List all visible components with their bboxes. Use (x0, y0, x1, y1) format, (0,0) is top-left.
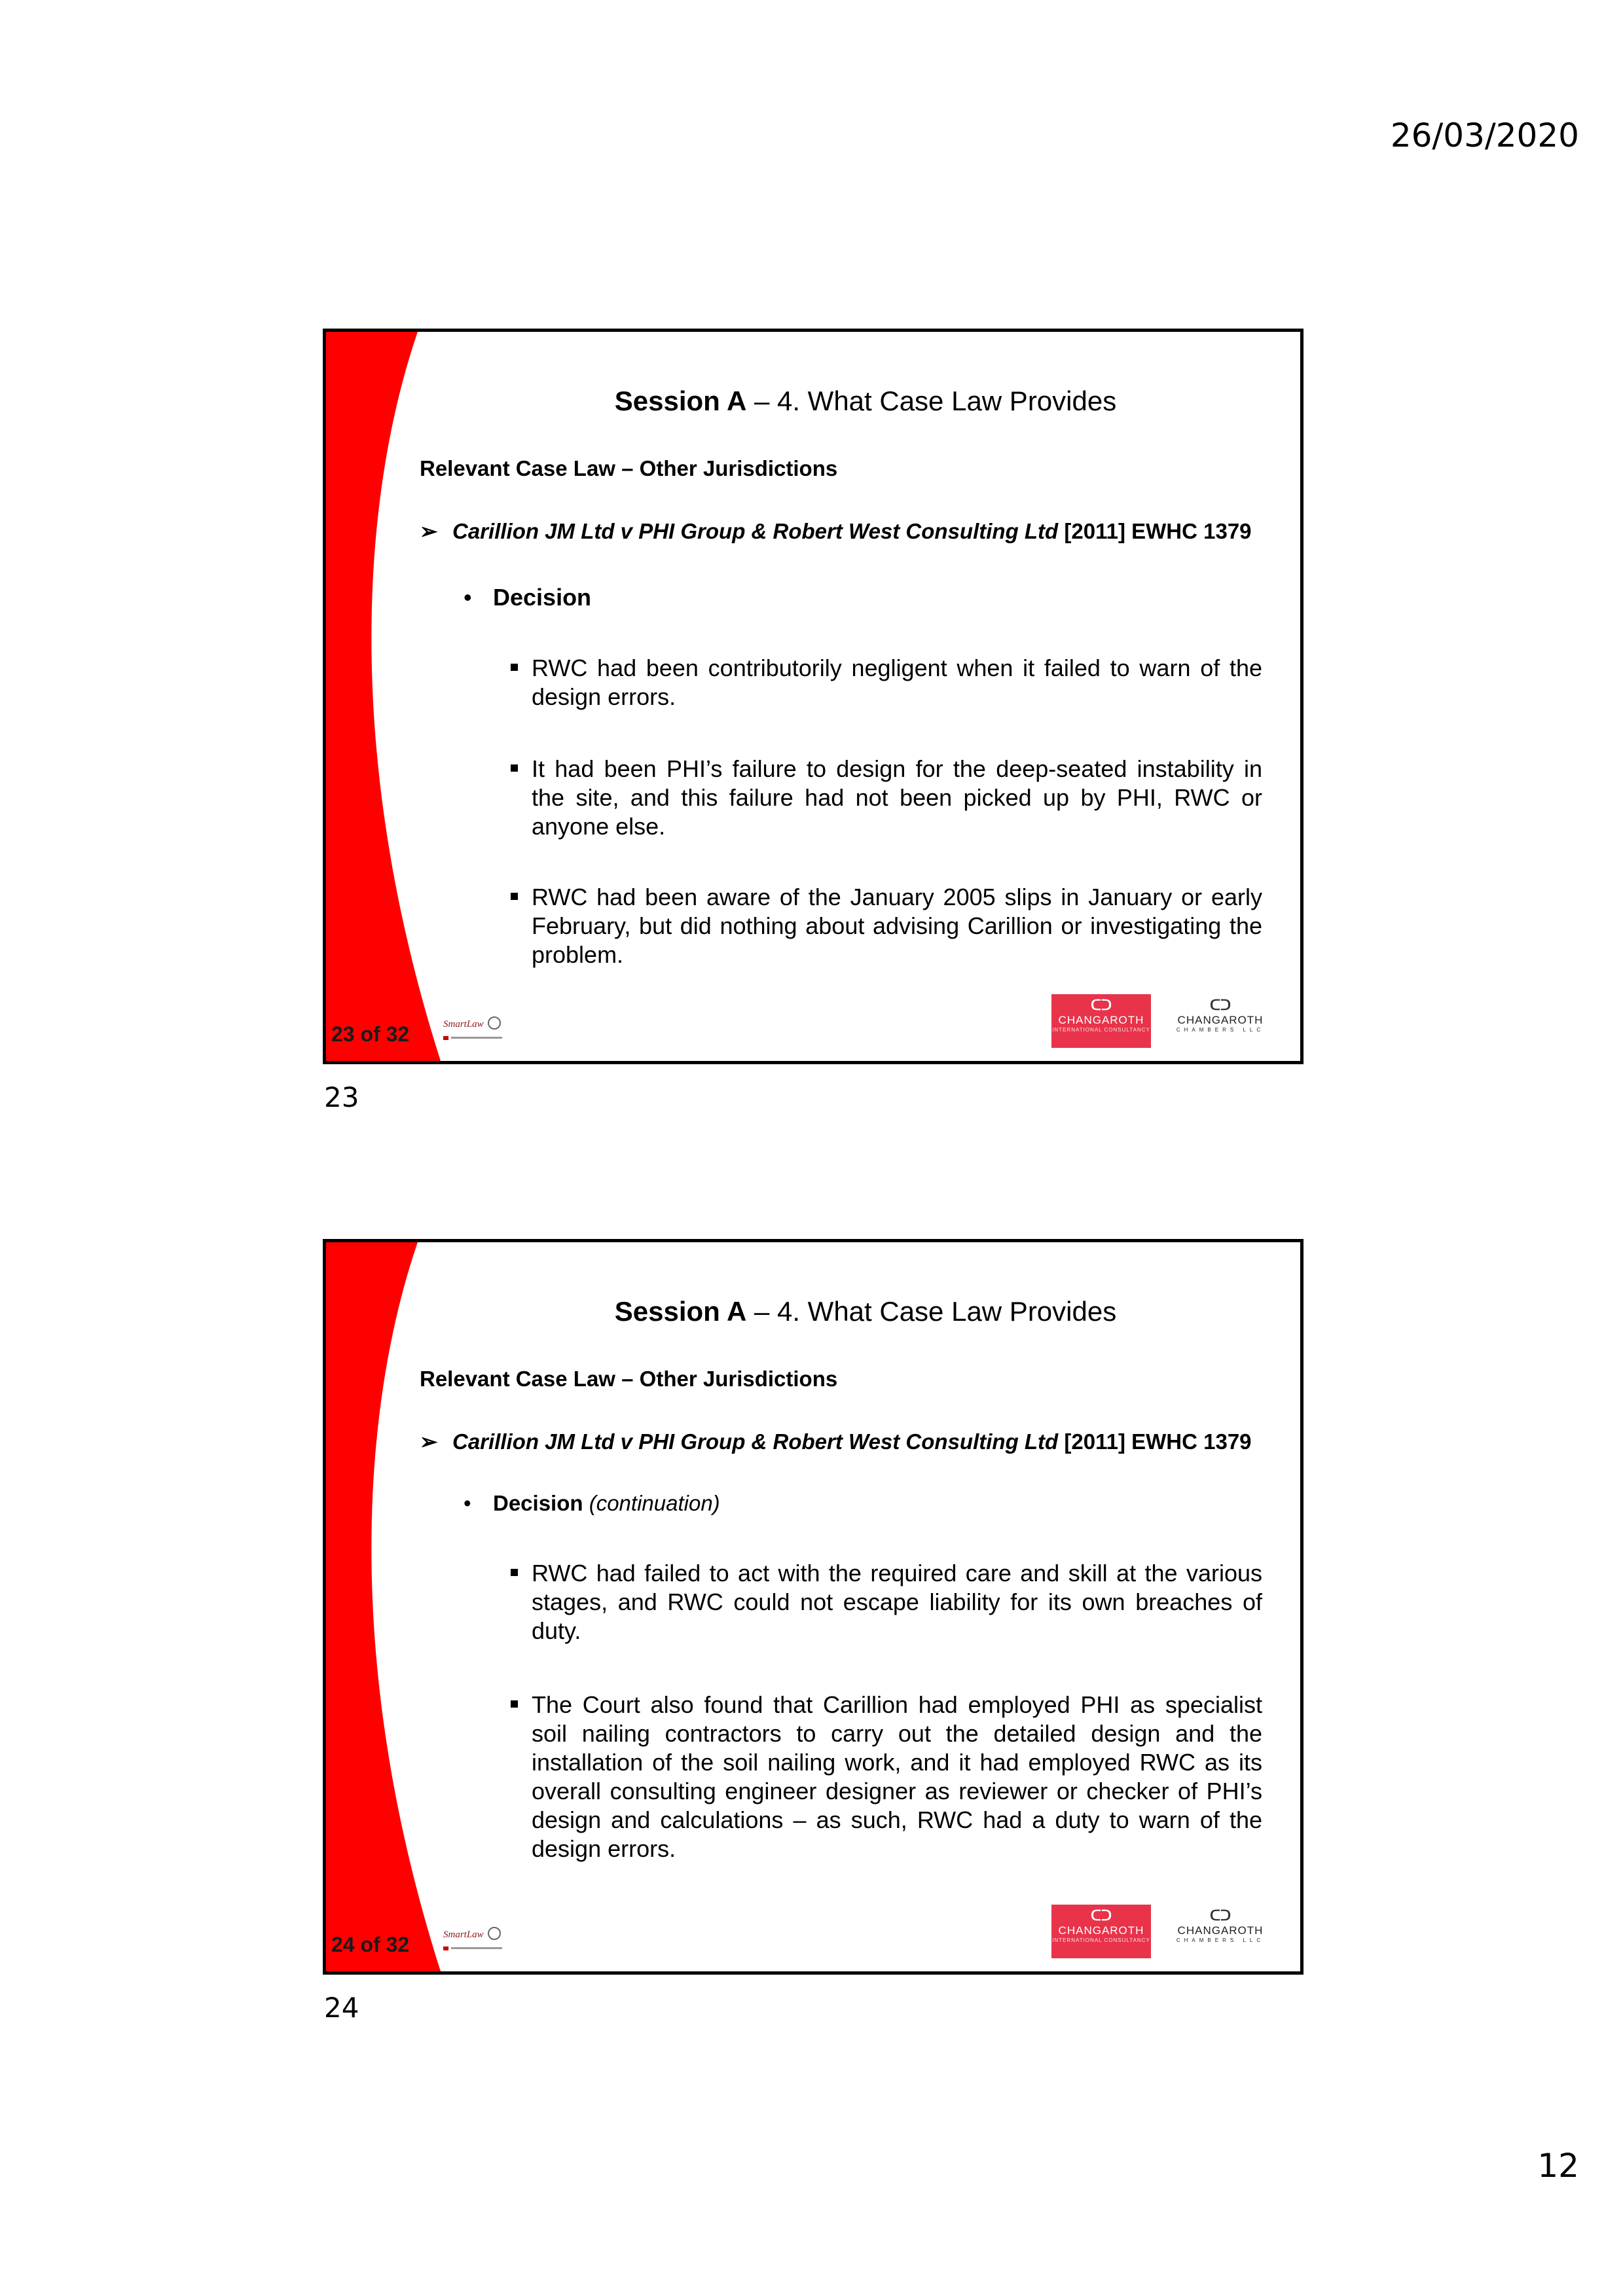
cc-mark-icon: ᑕᑐ (1209, 997, 1231, 1013)
decision-heading (464, 584, 591, 611)
arrow-bullet-icon: ➢ (420, 519, 438, 543)
square-bullet-icon (511, 893, 518, 900)
square-bullet-icon (511, 764, 518, 772)
list-item (509, 654, 1262, 711)
square-bullet-icon (511, 1569, 518, 1576)
logo-name: CHANGAROTH (1058, 1014, 1144, 1026)
square-bullet-icon (511, 664, 518, 671)
square-bullet-icon (511, 1700, 518, 1708)
logo-subtitle: CHAMBERS LLC (1176, 1937, 1265, 1943)
slide-title (431, 1296, 1300, 1327)
decision-heading (464, 1491, 720, 1516)
case-citation: [2011] EWHC 1379 (1058, 1429, 1252, 1454)
arrow-bullet-icon: ➢ (420, 1429, 438, 1454)
section-heading: Relevant Case Law – Other Jurisdictions (420, 456, 838, 480)
slide-counter: 23 of 32 (331, 1022, 410, 1046)
decision-note: (continuation) (583, 1491, 720, 1515)
logo-subtitle: INTERNATIONAL CONSULTANCY (1052, 1937, 1150, 1943)
logo-subtitle: INTERNATIONAL CONSULTANCY (1052, 1027, 1150, 1033)
list-item (509, 883, 1262, 969)
slide-title-rest: – 4. What Case Law Provides (746, 386, 1117, 416)
logo-name: CHANGAROTH (1177, 1014, 1264, 1026)
logo-name: CHANGAROTH (1058, 1924, 1144, 1937)
point-text: The Court also found that Carillion had employed PHI as specialist soil nailing contractors to carry out the detailed design and the installation of the soil nailing work, and it had employed RWC as its overall consulting engineer designer as reviewer or checker of PHI’s design and calculations – as such, RWC had a duty to warn of the design errors. (532, 1691, 1262, 1862)
smartlaw-logo (442, 1013, 504, 1045)
point-text: It had been PHI’s failure to design for the deep-seated instability in the site, and this failure had not been picked up by PHI, RWC or anyone else. (532, 755, 1262, 840)
case-title: Carillion JM Ltd v PHI Group & Robert West Consulting Ltd (452, 1429, 1059, 1454)
case-title: Carillion JM Ltd v PHI Group & Robert West Consulting Ltd (452, 519, 1059, 543)
list-item (509, 1559, 1262, 1645)
point-text: RWC had been aware of the January 2005 slips in January or early February, but did nothing about advising Carillion or investigating the problem. (532, 884, 1262, 968)
bullet-dot-icon: • (464, 584, 472, 611)
logo-name: CHANGAROTH (1177, 1924, 1264, 1937)
bullet-dot-icon: • (464, 1491, 471, 1515)
case-name (420, 518, 1252, 544)
cc-mark-icon: ᑕᑐ (1090, 997, 1112, 1013)
case-name (420, 1429, 1252, 1454)
svg-text:SmartLaw: SmartLaw (443, 1929, 484, 1940)
slide-title (431, 386, 1300, 417)
list-item (509, 1691, 1262, 1863)
slide-caption: 23 (324, 1081, 359, 1113)
slide-title-bold: Session A (614, 386, 747, 416)
slide-caption: 24 (324, 1992, 359, 2024)
red-swoosh (326, 332, 457, 1061)
slide-title-bold: Session A (614, 1296, 747, 1327)
changaroth-consultancy-logo (1051, 1905, 1151, 1958)
smartlaw-logo (442, 1923, 504, 1956)
case-citation: [2011] EWHC 1379 (1058, 519, 1252, 543)
page-number: 12 (1537, 2147, 1579, 2185)
point-text: RWC had failed to act with the required care and skill at the various stages, and RWC could not escape liability for its own breaches of duty. (532, 1560, 1262, 1644)
slide-counter: 24 of 32 (331, 1933, 410, 1956)
list-item (509, 755, 1262, 841)
changaroth-chambers-logo (1175, 996, 1266, 1045)
cc-mark-icon: ᑕᑐ (1090, 1907, 1112, 1924)
section-heading: Relevant Case Law – Other Jurisdictions (420, 1367, 838, 1391)
red-swoosh (326, 1242, 457, 1971)
slide-title-rest: – 4. What Case Law Provides (746, 1296, 1117, 1327)
logo-subtitle: CHAMBERS LLC (1176, 1027, 1265, 1033)
slide (323, 329, 1304, 1064)
slide (323, 1239, 1304, 1975)
decision-label: Decision (493, 1491, 583, 1515)
svg-text:SmartLaw: SmartLaw (443, 1019, 484, 1030)
changaroth-chambers-logo (1175, 1906, 1266, 1956)
point-text: RWC had been contributorily negligent when it failed to warn of the design errors. (532, 655, 1262, 710)
page-date: 26/03/2020 (1390, 117, 1579, 154)
decision-label: Decision (493, 584, 592, 611)
cc-mark-icon: ᑕᑐ (1209, 1907, 1231, 1924)
changaroth-consultancy-logo (1051, 994, 1151, 1048)
